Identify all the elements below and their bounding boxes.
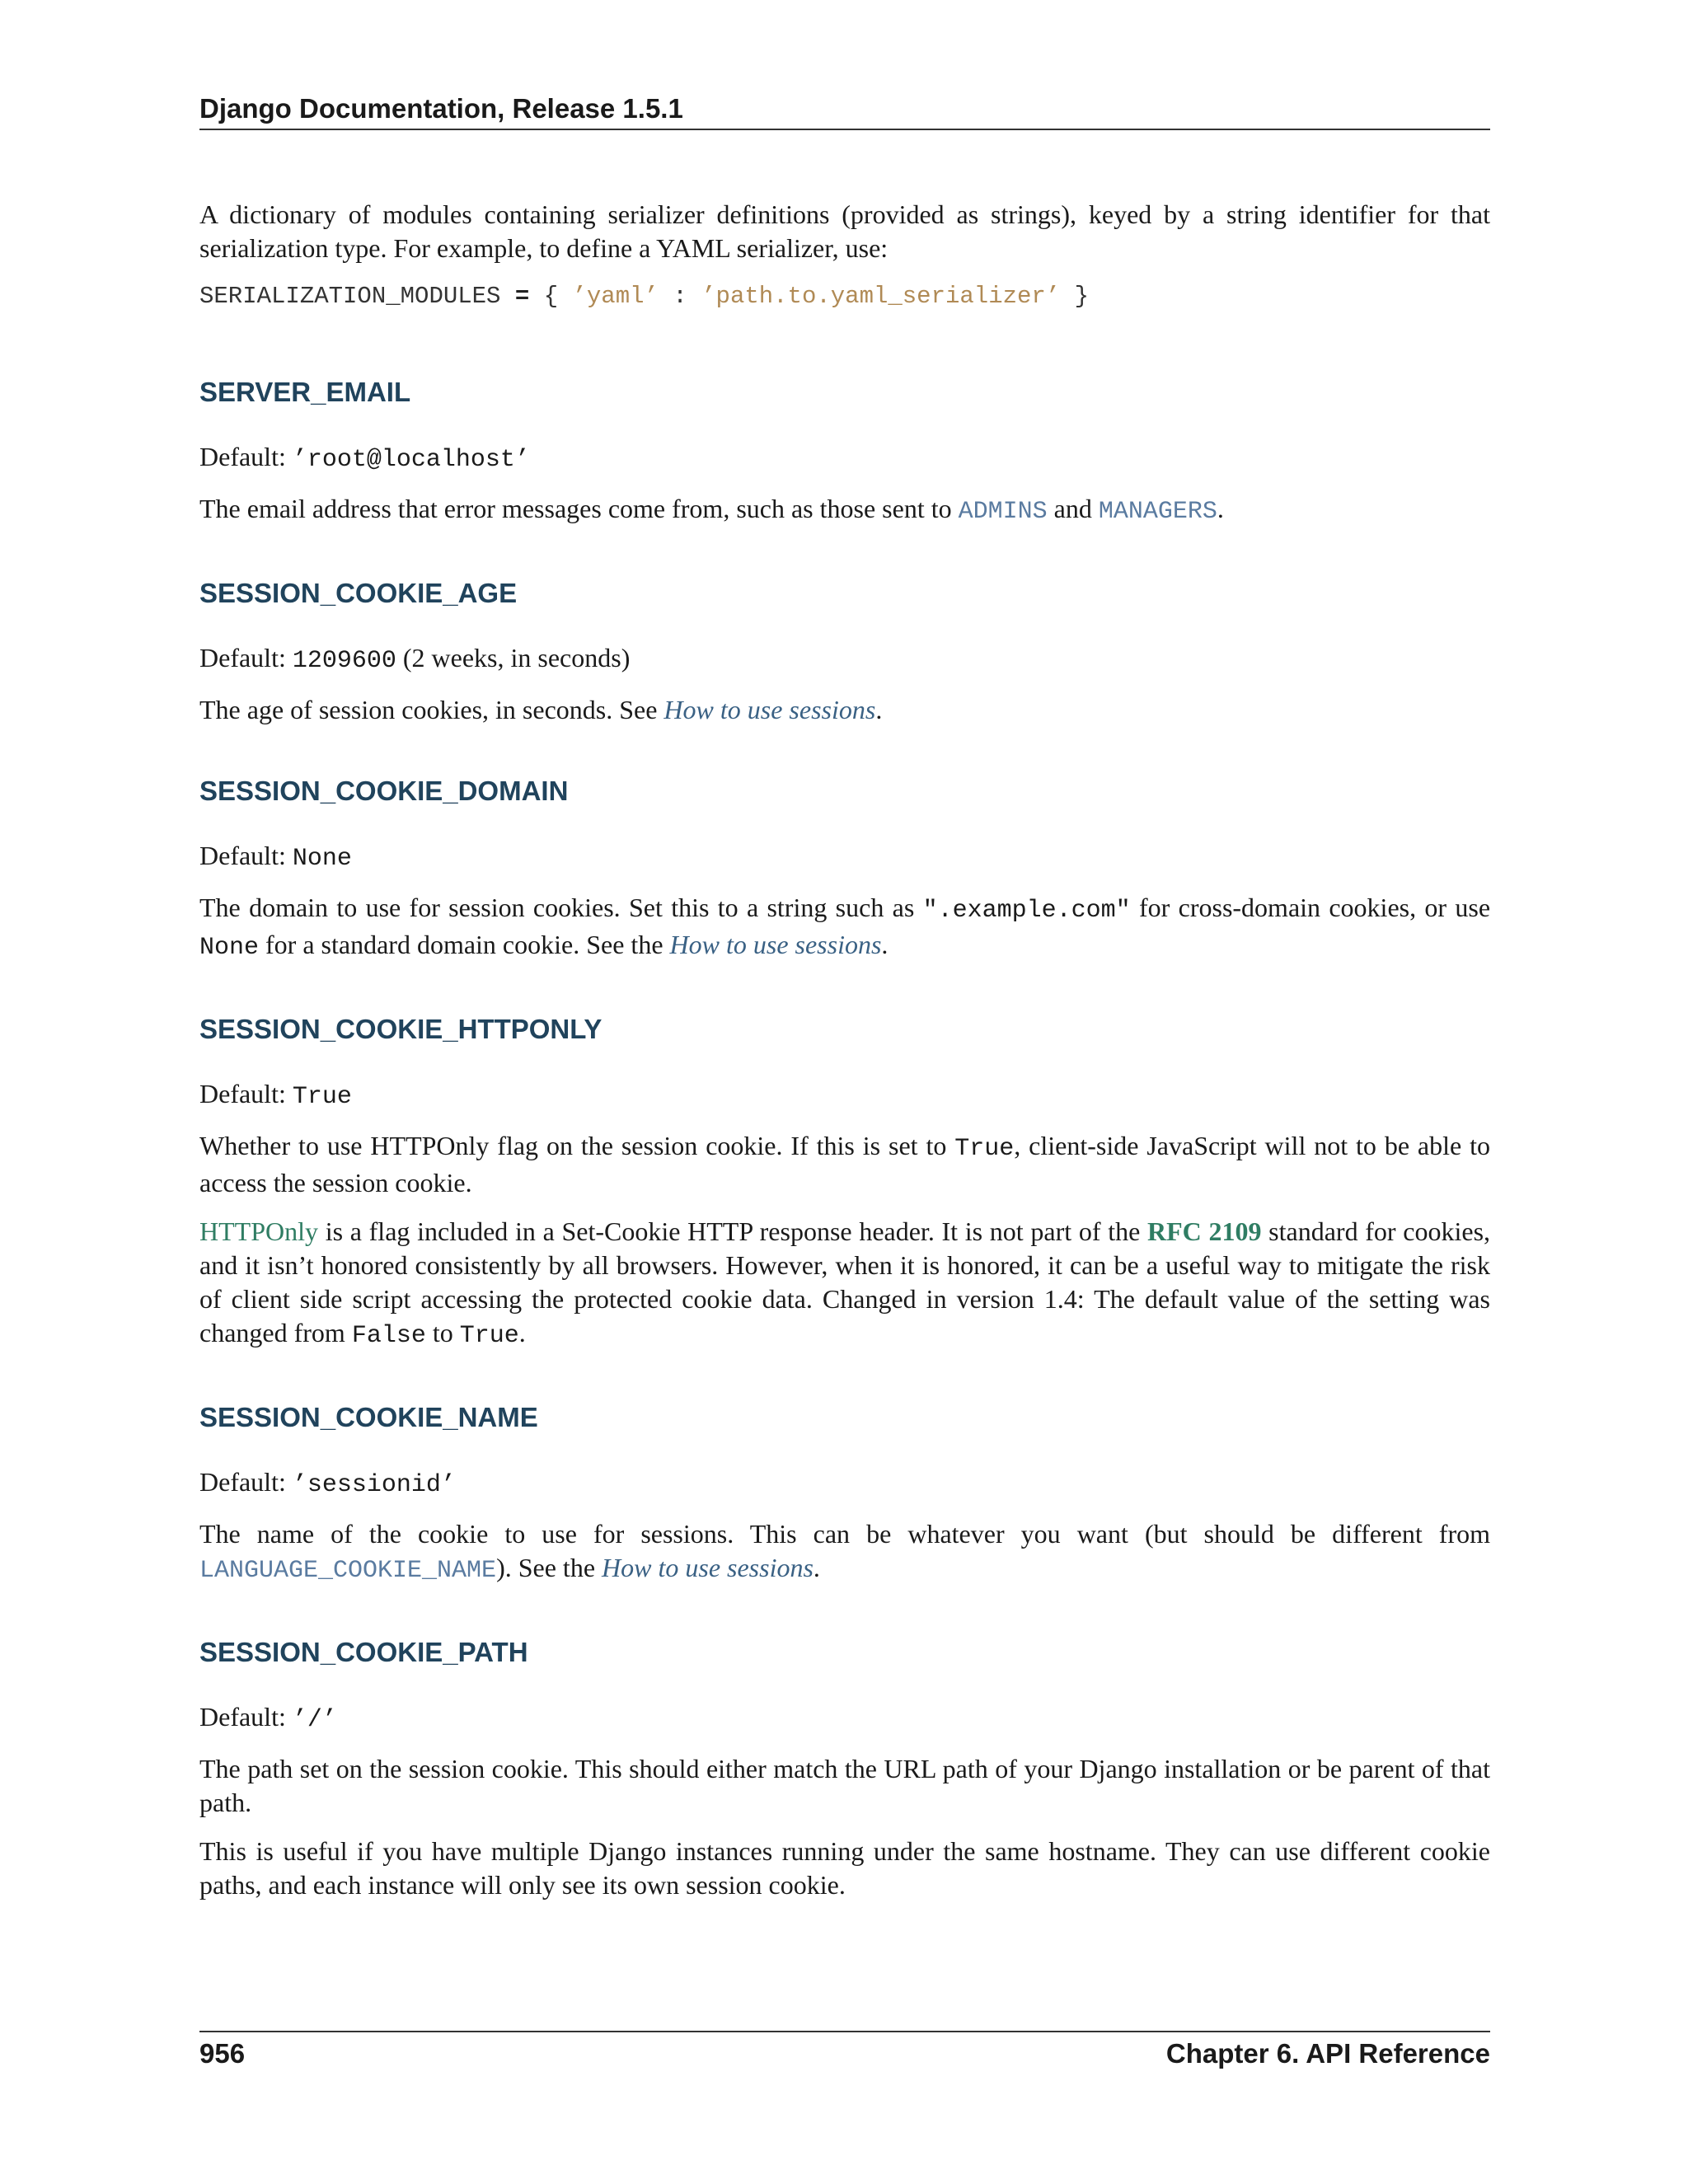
desc-text: Whether to use HTTPOnly flag on the session cookie. If this is set to bbox=[199, 1131, 947, 1160]
code-operator: = bbox=[514, 283, 530, 310]
section-title: SESSION_COOKIE_HTTPONLY bbox=[199, 1014, 603, 1044]
desc-text: and bbox=[1053, 494, 1092, 523]
default-line bbox=[199, 440, 1490, 477]
code-false: False bbox=[351, 1322, 426, 1350]
language-cookie-name-link[interactable]: LANGUAGE_COOKIE_NAME bbox=[199, 1557, 497, 1585]
page-content bbox=[199, 198, 1490, 1917]
chapter-title: Chapter 6. API Reference bbox=[1165, 2038, 1490, 2069]
desc-text: ). See the bbox=[496, 1553, 596, 1582]
default-line bbox=[199, 1700, 1490, 1737]
section-title: SERVER_EMAIL bbox=[199, 377, 411, 407]
code-name: SERIALIZATION_MODULES bbox=[199, 283, 501, 310]
default-label: Default: bbox=[199, 1702, 286, 1732]
desc-text: for a standard domain cookie. See the bbox=[265, 930, 663, 959]
document-title: Django Documentation, Release 1.5.1 bbox=[199, 93, 683, 124]
default-value: ’sessionid’ bbox=[292, 1471, 456, 1499]
desc-text: for cross-domain cookies, or use bbox=[1139, 893, 1491, 922]
serialization-code-block bbox=[199, 280, 1490, 313]
default-label: Default: bbox=[199, 1079, 286, 1108]
desc-text: to bbox=[432, 1318, 453, 1347]
admins-link[interactable]: ADMINS bbox=[958, 498, 1048, 526]
description bbox=[199, 693, 1490, 727]
section-title: SESSION_COOKIE_PATH bbox=[199, 1637, 528, 1667]
code-string-key: ’yaml’ bbox=[572, 283, 659, 310]
running-header bbox=[199, 92, 1490, 130]
default-note: (2 weeks, in seconds) bbox=[402, 643, 631, 673]
default-label: Default: bbox=[199, 643, 286, 673]
description bbox=[199, 1129, 1490, 1200]
desc-text: . bbox=[881, 930, 889, 959]
desc-text: . bbox=[518, 1318, 526, 1347]
section-title: SESSION_COOKIE_AGE bbox=[199, 578, 518, 608]
default-value: 1209600 bbox=[292, 647, 396, 675]
section-session-cookie-name bbox=[199, 1401, 1490, 1588]
desc-text: standard for cookies, and it isn’t honored consistently by all browsers. However, when it is honored, it can be a useful way to mitigate the risk of client side script accessing the protected cookie data. Changed in version 1.4: The default value of the setting was changed from bbox=[199, 1216, 1491, 1347]
section-session-cookie-path bbox=[199, 1636, 1490, 1902]
default-line bbox=[199, 1465, 1490, 1502]
running-footer bbox=[199, 2031, 1490, 2070]
section-session-cookie-age bbox=[199, 577, 1490, 727]
code-string-value: ’path.to.yaml_serializer’ bbox=[701, 283, 1061, 310]
section-title: SESSION_COOKIE_DOMAIN bbox=[199, 776, 569, 806]
default-label: Default: bbox=[199, 841, 286, 870]
httponly-link[interactable]: HTTPOnly bbox=[199, 1216, 318, 1246]
default-value: ’root@localhost’ bbox=[292, 446, 530, 474]
default-label: Default: bbox=[199, 442, 286, 471]
managers-link[interactable]: MANAGERS bbox=[1098, 498, 1217, 526]
section-session-cookie-domain bbox=[199, 775, 1490, 965]
desc-text: . bbox=[813, 1553, 820, 1582]
desc-text: . bbox=[875, 695, 883, 724]
intro-paragraph: A dictionary of modules containing serializer definitions (provided as strings), keyed by a string identifier for that serialization type. For example, to define a YAML serializer, use: bbox=[199, 199, 1490, 263]
desc-text: , client-side JavaScript will not to be able to access the session cookie. bbox=[199, 1131, 1491, 1197]
default-value: None bbox=[292, 845, 352, 873]
page-number: 956 bbox=[199, 2038, 246, 2069]
code-colon: : bbox=[673, 283, 687, 310]
desc-text: is a flag included in a Set-Cookie HTTP response header. It is not part of the bbox=[325, 1216, 1141, 1246]
default-value: ’/’ bbox=[292, 1706, 337, 1734]
desc-text: The email address that error messages come from, such as those sent to bbox=[199, 494, 952, 523]
default-line bbox=[199, 839, 1490, 876]
sessions-doc-link[interactable]: How to use sessions bbox=[669, 930, 882, 959]
sessions-doc-link[interactable]: How to use sessions bbox=[663, 695, 876, 724]
description bbox=[199, 1517, 1490, 1588]
code-true: True bbox=[459, 1322, 519, 1350]
description bbox=[199, 891, 1490, 965]
code-brace-open: { bbox=[543, 283, 559, 310]
default-label: Default: bbox=[199, 1467, 286, 1497]
code-example: ".example.com" bbox=[922, 897, 1131, 925]
desc-text: . bbox=[1217, 494, 1224, 523]
desc-text: The domain to use for session cookies. Set this to a string such as bbox=[199, 893, 915, 922]
httponly-note bbox=[199, 1215, 1490, 1353]
desc-text: The age of session cookies, in seconds. See bbox=[199, 695, 658, 724]
sessions-doc-link[interactable]: How to use sessions bbox=[602, 1553, 814, 1582]
code-true: True bbox=[954, 1135, 1015, 1163]
section-session-cookie-httponly bbox=[199, 1013, 1490, 1353]
section-server-email bbox=[199, 376, 1490, 529]
rfc-link[interactable]: RFC 2109 bbox=[1147, 1216, 1262, 1246]
description bbox=[199, 492, 1490, 529]
default-line bbox=[199, 1077, 1490, 1114]
default-value: True bbox=[292, 1083, 352, 1111]
code-brace-close: } bbox=[1074, 283, 1090, 310]
desc-text: The name of the cookie to use for sessions. This can be whatever you want (but should be different from bbox=[199, 1519, 1490, 1549]
section-title: SESSION_COOKIE_NAME bbox=[199, 1402, 538, 1432]
code-none: None bbox=[199, 934, 260, 962]
description: The path set on the session cookie. This should either match the URL path of your Django installation or be parent of that path. bbox=[199, 1754, 1490, 1817]
description-extra: This is useful if you have multiple Django instances running under the same hostname. They can use different cookie paths, and each instance will only see its own session cookie. bbox=[199, 1836, 1490, 1900]
default-line bbox=[199, 641, 1490, 678]
